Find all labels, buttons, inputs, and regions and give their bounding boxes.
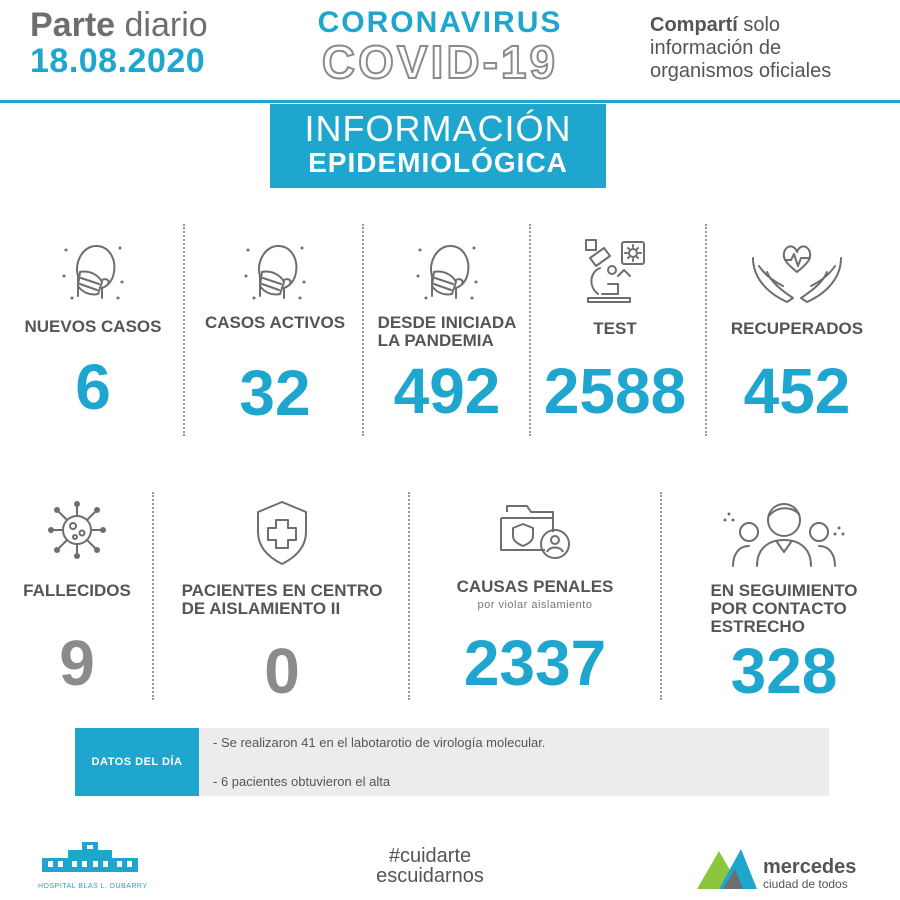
- stat-label: CASOS ACTIVOS: [204, 313, 346, 332]
- report-date: 18.08.2020: [30, 41, 206, 80]
- stat-label: DESDE INICIADA LA PANDEMIA: [377, 313, 517, 350]
- stat-nuevos-casos: [18, 236, 168, 423]
- stat-desde-pandemia: [368, 236, 526, 427]
- stat-value: 9: [59, 627, 95, 699]
- stat-value: 2337: [463, 627, 607, 699]
- stat-value: 492: [393, 354, 501, 427]
- masked-face-icon: [412, 236, 482, 308]
- stat-seguimiento: [700, 498, 868, 707]
- stat-casos-activos: [200, 236, 350, 429]
- city-name: mercedes: [763, 856, 857, 878]
- stat-value: 452: [743, 355, 851, 427]
- epidemiological-banner: INFORMACIÓN EPIDEMIOLÓGICA: [270, 104, 606, 188]
- shield-cross-icon: [252, 498, 312, 568]
- datos-del-dia-label: DATOS DEL DÍA: [75, 728, 199, 796]
- folder-user-icon: [497, 498, 573, 564]
- people-contact-icon: [719, 498, 849, 568]
- header-divider: [0, 100, 900, 103]
- stat-label: TEST: [593, 319, 637, 338]
- stat-causas-penales: [420, 498, 650, 699]
- divider: [183, 224, 185, 436]
- masked-face-icon: [240, 236, 310, 308]
- hospital-name: HOSPITAL BLAS L. DUBARRY: [38, 883, 148, 890]
- stat-value: 32: [239, 357, 311, 429]
- divider: [408, 492, 410, 700]
- stat-sublabel: por violar aislamiento: [477, 599, 593, 611]
- stat-centro-aislamiento: [166, 498, 398, 707]
- divider: [529, 224, 531, 436]
- datos-del-dia-body: [199, 728, 829, 796]
- virus-icon: [45, 498, 109, 562]
- covid19-heading: COVID-19: [321, 36, 559, 88]
- hands-heart-icon: [747, 236, 847, 308]
- stat-label: PACIENTES EN CENTRO DE AISLAMIENTO II: [181, 581, 383, 618]
- stat-value: 0: [264, 634, 300, 707]
- datos-line: - 6 pacientes obtuvieron el alta: [213, 774, 391, 789]
- stat-label: NUEVOS CASOS: [24, 317, 162, 336]
- stat-value: 2588: [543, 355, 687, 427]
- report-title: Parte diario: [30, 6, 208, 44]
- divider: [362, 224, 364, 436]
- stat-test: [532, 236, 698, 427]
- stat-label: CAUSAS PENALES: [456, 577, 614, 596]
- stat-label: FALLECIDOS: [23, 581, 131, 600]
- microscope-icon: [580, 236, 650, 308]
- covid-title: [300, 6, 580, 88]
- divider: [660, 492, 662, 700]
- mercedes-mountain-icon: [697, 845, 757, 891]
- stat-recuperados: [712, 236, 882, 427]
- hospital-logo: [38, 840, 158, 890]
- masked-face-icon: [58, 236, 128, 308]
- stat-value: 6: [75, 351, 111, 423]
- coronavirus-heading: CORONAVIRUS: [317, 6, 563, 39]
- hospital-building-icon: [38, 840, 142, 876]
- datos-line: - Se realizaron 41 en el labotarotio de virología molecular.: [213, 735, 546, 750]
- share-notice: Compartí solo información de organismos oficiales: [650, 14, 832, 82]
- stat-value: 328: [730, 634, 838, 707]
- hashtag: #cuidarte escuidarnos: [376, 845, 484, 887]
- divider: [152, 492, 154, 700]
- stat-label: RECUPERADOS: [730, 319, 864, 338]
- report-header: [30, 8, 208, 79]
- stat-fallecidos: [10, 498, 144, 699]
- stat-label: EN SEGUIMIENTO POR CONTACTO ESTRECHO: [710, 581, 858, 636]
- divider: [705, 224, 707, 436]
- city-slogan: ciudad de todos: [763, 877, 848, 891]
